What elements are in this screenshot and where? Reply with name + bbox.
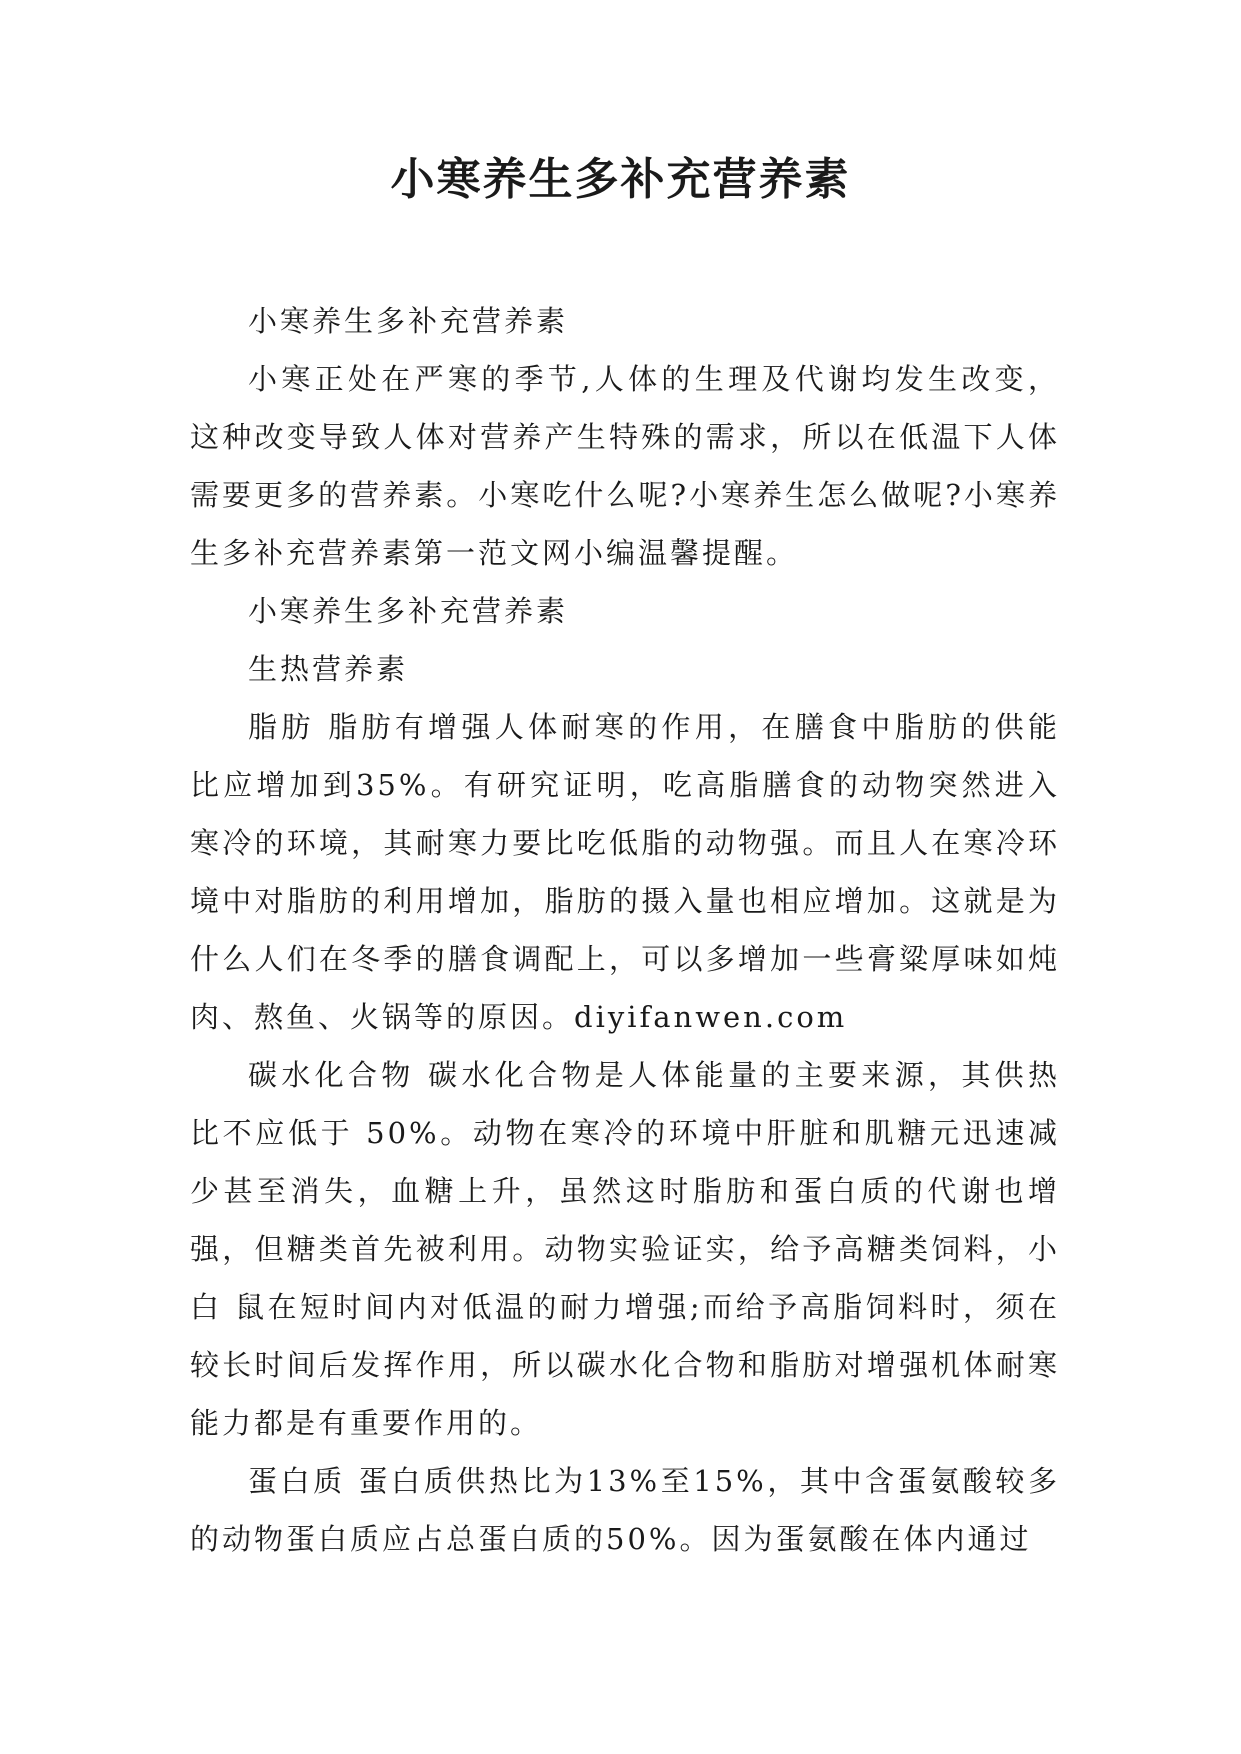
paragraph-protein: 蛋白质 蛋白质供热比为13%至15%，其中含蛋氨酸较多的动物蛋白质应占总蛋白质的50%。因为蛋氨酸在体内通过 <box>190 1464 1060 1556</box>
document-title: 小寒养生多补充营养素 <box>390 154 851 205</box>
paragraph-subtitle: 小寒养生多补充营养素 <box>248 304 569 338</box>
paragraph-intro: 小寒正处在严寒的季节,人体的生理及代谢均发生改变，这种改变导致人体对营养产生特殊的需求，所以在低温下人体需要更多的营养素。小寒吃什么呢?小寒养生怎么做呢?小寒养生多补充营养素第一范文网小编温馨提醒。 <box>190 362 1060 570</box>
section-heading-heat-nutrients: 生热营养素 <box>248 652 409 686</box>
paragraph-carbohydrate: 碳水化合物 碳水化合物是人体能量的主要来源，其供热比不应低于 50%。动物在寒冷的环境中肝脏和肌糖元迅速减少甚至消失，血糖上升，虽然这时脂肪和蛋白质的代谢也增强，但糖类首先被利用。动物实验证实，给予高糖类饲料，小白 鼠在短时间内对低温的耐力增强;而给予高脂饲料时，须在较长时间后发挥作用，所以碳水化合物和脂肪对增强机体耐寒能力都是有重要作用的。 <box>190 1058 1060 1440</box>
document-body <box>190 292 1060 1568</box>
paragraph-heading: 小寒养生多补充营养素 <box>248 594 569 628</box>
paragraph-fat: 脂肪 脂肪有增强人体耐寒的作用，在膳食中脂肪的供能比应增加到35%。有研究证明，吃高脂膳食的动物突然进入寒冷的环境，其耐寒力要比吃低脂的动物强。而且人在寒冷环境中对脂肪的利用增加，脂肪的摄入量也相应增加。这就是为什么人们在冬季的膳食调配上，可以多增加一些膏粱厚味如炖肉、熬鱼、火锅等的原因。diyifanwen.com <box>190 710 1060 1034</box>
